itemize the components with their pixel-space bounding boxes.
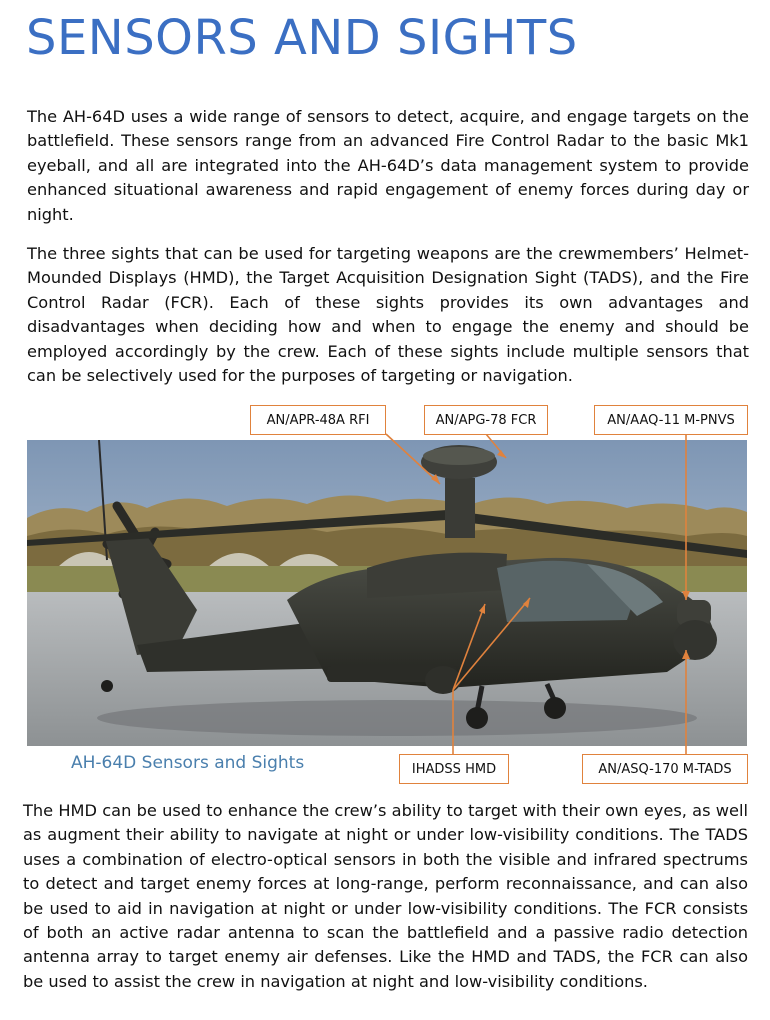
callout-asq-170-mtads: AN/ASQ-170 M-TADS xyxy=(582,754,748,784)
callout-apg-78-fcr: AN/APG-78 FCR xyxy=(424,405,548,435)
intro-paragraph: The AH-64D uses a wide range of sensors to detect, acquire, and engage targets on the battlefield. These sensors range from an advanced Fire Control Radar to the basic Mk1 eyeball, and all are integrated into the AH-64D’s data management system to provide enhanced situational awareness and rapid engagement of enemy forces during day or night. xyxy=(27,107,749,224)
sights-paragraph: The three sights that can be used for targeting weapons are the crewmembers’ Helmet-Mounded Displays (HMD), the Target Acquisition Designation Sight (TADS), and the Fire Control Radar (FCR). Each of these sights provides its own advantages and disadvantages when deciding how and when to engage the enemy and should be employed accordingly by the crew. Each of these sights include multiple sensors that can be selectively used for the purposes of targeting or navigation. xyxy=(27,244,749,386)
callout-apr-48a-rfi: AN/APR-48A RFI xyxy=(250,405,386,435)
figure-caption: AH-64D Sensors and Sights xyxy=(71,753,305,773)
helicopter-photo xyxy=(27,440,747,746)
hmd-tads-fcr-paragraph: The HMD can be used to enhance the crew’s ability to target with their own eyes, as well as augment their ability to navigate at night or under low-visibility conditions. The TADS uses a combination of electro-optical sensors in both the visible and infrared spectrums to detect and target enemy forces at long-range, perform reconnaissance, and can also be used to aid in navigation at night or under low-visibility conditions. The FCR consists of both an active radar antenna to scan the battlefield and a passive radio detection antenna array to target enemy air defenses. Like the HMD and TADS, the FCR can also be used to assist the crew in navigation at night and low-visibility conditions. xyxy=(23,801,748,991)
callout-aaq-11-mpnvs: AN/AAQ-11 M-PNVS xyxy=(594,405,748,435)
page-title: SENSORS AND SIGHTS xyxy=(26,10,578,66)
callout-ihadss-hmd: IHADSS HMD xyxy=(399,754,509,784)
